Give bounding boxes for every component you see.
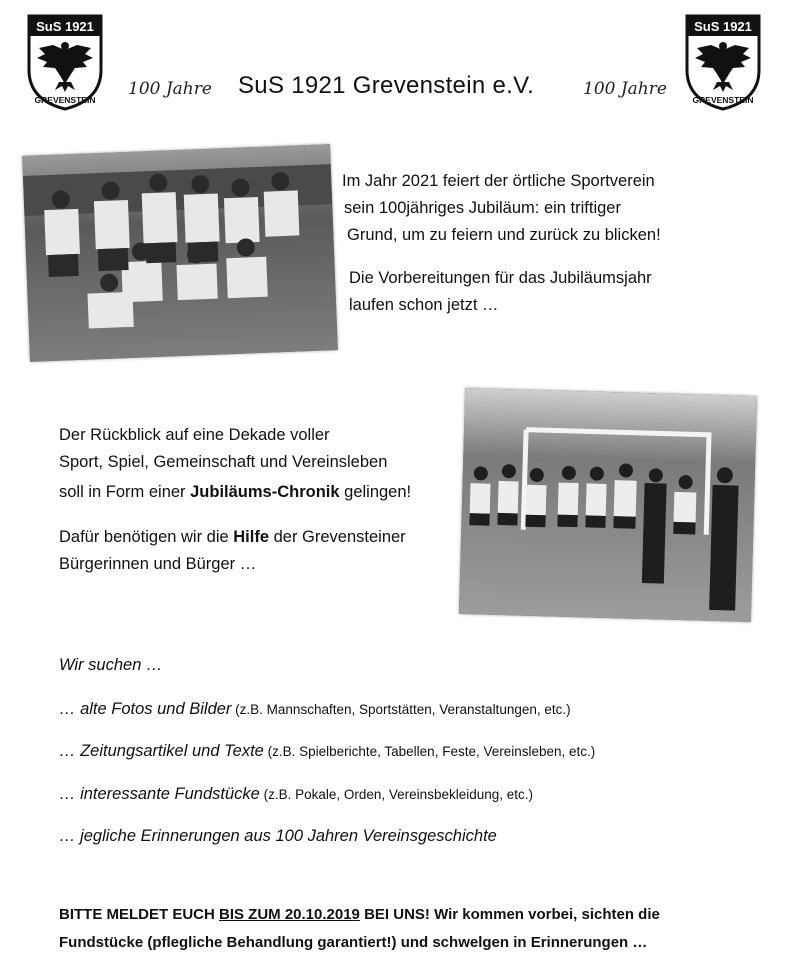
help-highlight: Hilfe bbox=[233, 528, 270, 546]
intro-line-5: laufen schon jetzt … bbox=[349, 296, 499, 314]
cta-line-1: BITTE MELDET EUCH BIS ZUM 20.10.2019 BEI UNS! Wir kommen vorbei, sichten die bbox=[59, 906, 660, 923]
anniversary-tag-right: 100 Jahre bbox=[583, 79, 667, 99]
cta-line-2: Fundstücke (pflegliche Behandlung garantiert!) und schwelgen in Erinnerungen … bbox=[59, 934, 648, 951]
page-title: SuS 1921 Grevenstein e.V. bbox=[238, 72, 535, 99]
search-item-objects: … interessante Fundstücke (z.B. Pokale, Orden, Vereinsbekleidung, etc.) bbox=[59, 785, 534, 803]
chronik-line-5: Bürgerinnen und Bürger … bbox=[59, 555, 257, 573]
chronik-line-1: Der Rückblick auf eine Dekade voller bbox=[59, 426, 330, 444]
anniversary-tag-left: 100 Jahre bbox=[128, 79, 212, 99]
deadline-date: BIS ZUM 20.10.2019 bbox=[219, 906, 360, 923]
crest-top-text: SuS 1921 bbox=[694, 19, 752, 34]
crest-bottom-text: GREVENSTEIN bbox=[34, 95, 96, 105]
club-crest-right bbox=[683, 12, 763, 112]
club-crest-left bbox=[25, 12, 105, 112]
historic-team-photo-2 bbox=[459, 388, 757, 622]
crest-bottom-text: GREVENSTEIN bbox=[692, 95, 754, 105]
crest-top-text: SuS 1921 bbox=[36, 19, 94, 34]
intro-line-2: sein 100jähriges Jubiläum: ein triftiger bbox=[344, 199, 621, 217]
intro-line-3: Grund, um zu feiern und zurück zu blicken! bbox=[347, 226, 661, 244]
chronik-line-3: soll in Form einer Jubiläums-Chronik gelingen! bbox=[59, 483, 412, 501]
search-item-memories: … jegliche Erinnerungen aus 100 Jahren Vereinsgeschichte bbox=[59, 827, 497, 845]
chronik-line-2: Sport, Spiel, Gemeinschaft und Vereinsleben bbox=[59, 453, 388, 471]
chronik-line-4: Dafür benötigen wir die Hilfe der Grevensteiner bbox=[59, 528, 406, 546]
search-item-articles: … Zeitungsartikel und Texte (z.B. Spielberichte, Tabellen, Feste, Vereinsleben, etc.) bbox=[59, 742, 596, 760]
intro-line-1: Im Jahr 2021 feiert der örtliche Sportverein bbox=[342, 172, 655, 190]
search-item-photos: … alte Fotos und Bilder (z.B. Mannschaften, Sportstätten, Veranstaltungen, etc.) bbox=[59, 700, 571, 718]
intro-line-4: Die Vorbereitungen für das Jubiläumsjahr bbox=[349, 269, 652, 287]
chronik-highlight: Jubiläums-Chronik bbox=[190, 483, 340, 501]
historic-team-photo-1 bbox=[22, 144, 338, 362]
search-heading: Wir suchen … bbox=[59, 656, 163, 674]
